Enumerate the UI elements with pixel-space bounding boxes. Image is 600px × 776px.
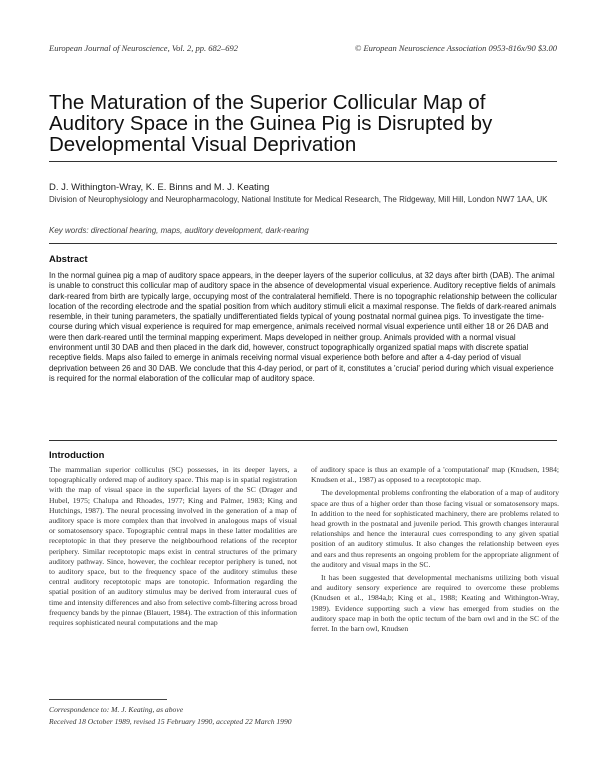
paragraph: The mammalian superior colliculus (SC) possesses, in its deeper layers, a topographically ordered map of auditory space. This map is in spatial registration with the map of visual space in the superficial layers of the SC (Drager and Hubel, 1975; Chalupa and Rhoades, 1977; King and Palmer, 1983; King and Hutchings, 1987). The neural processing involved in the generation of a map of auditory space is more complex than that involved in analogous maps of visual or somatosensory space. Topographic central maps in these latter modalities are receptotopic in that they preserve the neighbourhood relations of the receptor periphery. Similar receptotopic maps exist in central structures of the primary auditory pathway. Since, however, the cochlear receptor periphery is tuned, not to auditory space, but to the frequency space of the auditory stimulus these central auditory receptotopic maps are tonotopic. Information regarding the spatial position of an auditory stimulus may be derived from interaural cues of time and intensity differences and also from selective comb-filtering across broad frequency bands by the pinnae (Blauert, 1984). The extraction of this information requires sophisticated neural computations and the map — [49, 465, 297, 628]
article-title: The Maturation of the Superior Collicular Map of Auditory Space in the Guinea Pig is Disrupted by Developmental Visual Deprivation — [49, 91, 493, 156]
author-affiliation: Division of Neurophysiology and Neuropharmacology, National Institute for Medical Research, The Ridgeway, Mill Hill, London NW7 1AA, UK — [49, 195, 548, 204]
title-rule — [49, 161, 557, 162]
paragraph: of auditory space is thus an example of a 'computational' map (Knudsen, 1984; Knudsen et al., 1987) as opposed to a receptotopic map. — [311, 465, 559, 485]
running-header — [49, 43, 557, 55]
paragraph: It has been suggested that developmental mechanisms utilizing both visual and auditory sensory experience are required to overcome these problems (Knudsen et al., 1984a,b; King et al., 1988; Keating and Withington-Wray, 1989). Evidence supporting such a view has emerged from studies on the auditory space map in both the optic tectum of the barn owl and in the SC of the ferret. In the barn owl, Knudsen — [311, 573, 559, 634]
abstract-text: In the normal guinea pig a map of auditory space appears, in the deeper layers of the superior colliculus, at 32 days after birth (DAB). The animal is unable to construct this collicular map of auditory space in the absence of developmental visual experience. Auditory receptive fields of animals dark-reared from birth are typically large, occupying most of the contralateral hemifield. There is no topographic relationship between the collicular location of the recording electrode and the spatial position from which auditory stimuli elicit a maximal response. The fields of dark-reared animals resemble, in their tuning parameters, the spatially undifferentiated fields typical of young postnatal normal guinea pigs. To investigate the time-course during which visual experience is required for map emergence, animals received normal visual experience until either 18 or 26 DAB and were then dark-reared until the terminal mapping experiment. Maps developed in neither group. Animals provided with a normal visual environment until 30 DAB and then placed in the dark did, however, construct topographically organized spatial maps with discrete spatial receptive fields. Maps also failed to emerge in animals receiving normal visual experience both before and after a 4-day period of visual deprivation between 26 and 30 DAB. We conclude that this 4-day period, or part of it, constitutes a 'crucial' period during which visual experience is required for the normal elaboration of the collicular map of auditory space. — [49, 271, 558, 383]
introduction-column-left — [49, 465, 297, 631]
abstract-heading: Abstract — [49, 254, 88, 265]
correspondence-note: Correspondence to: M. J. Keating, as above — [49, 705, 184, 714]
footnote-rule — [49, 699, 167, 700]
copyright-notice: © European Neuroscience Association 0953-816x/90 $3.00 — [354, 43, 557, 53]
introduction-heading: Introduction — [49, 450, 105, 461]
author-list: D. J. Withington-Wray, K. E. Binns and M. J. Keating — [49, 182, 270, 193]
keywords: Key words: directional hearing, maps, auditory development, dark-rearing — [49, 226, 309, 235]
paragraph: The developmental problems confronting the elaboration of a map of auditory space are thus of a higher order than those facing visual or somatosensory maps. In addition to the need for sophisticated machinery, there are problems related to head growth in the postnatal and juvenile period. This growth changes interaural relationships and hence the interaural cues corresponding to any given spatial position of an auditory stimulus. It also changes the relationship between eyes and ears and thus represents an ongoing problem for the appropriate alignment of the auditory and visual maps in the SC. — [311, 488, 559, 569]
journal-citation: European Journal of Neuroscience, Vol. 2, pp. 682–692 — [49, 43, 238, 53]
keywords-rule — [49, 243, 557, 244]
received-dates: Received 18 October 1989, revised 15 February 1990, accepted 22 March 1990 — [49, 717, 292, 726]
introduction-column-right — [311, 465, 559, 637]
abstract-rule — [49, 440, 557, 441]
